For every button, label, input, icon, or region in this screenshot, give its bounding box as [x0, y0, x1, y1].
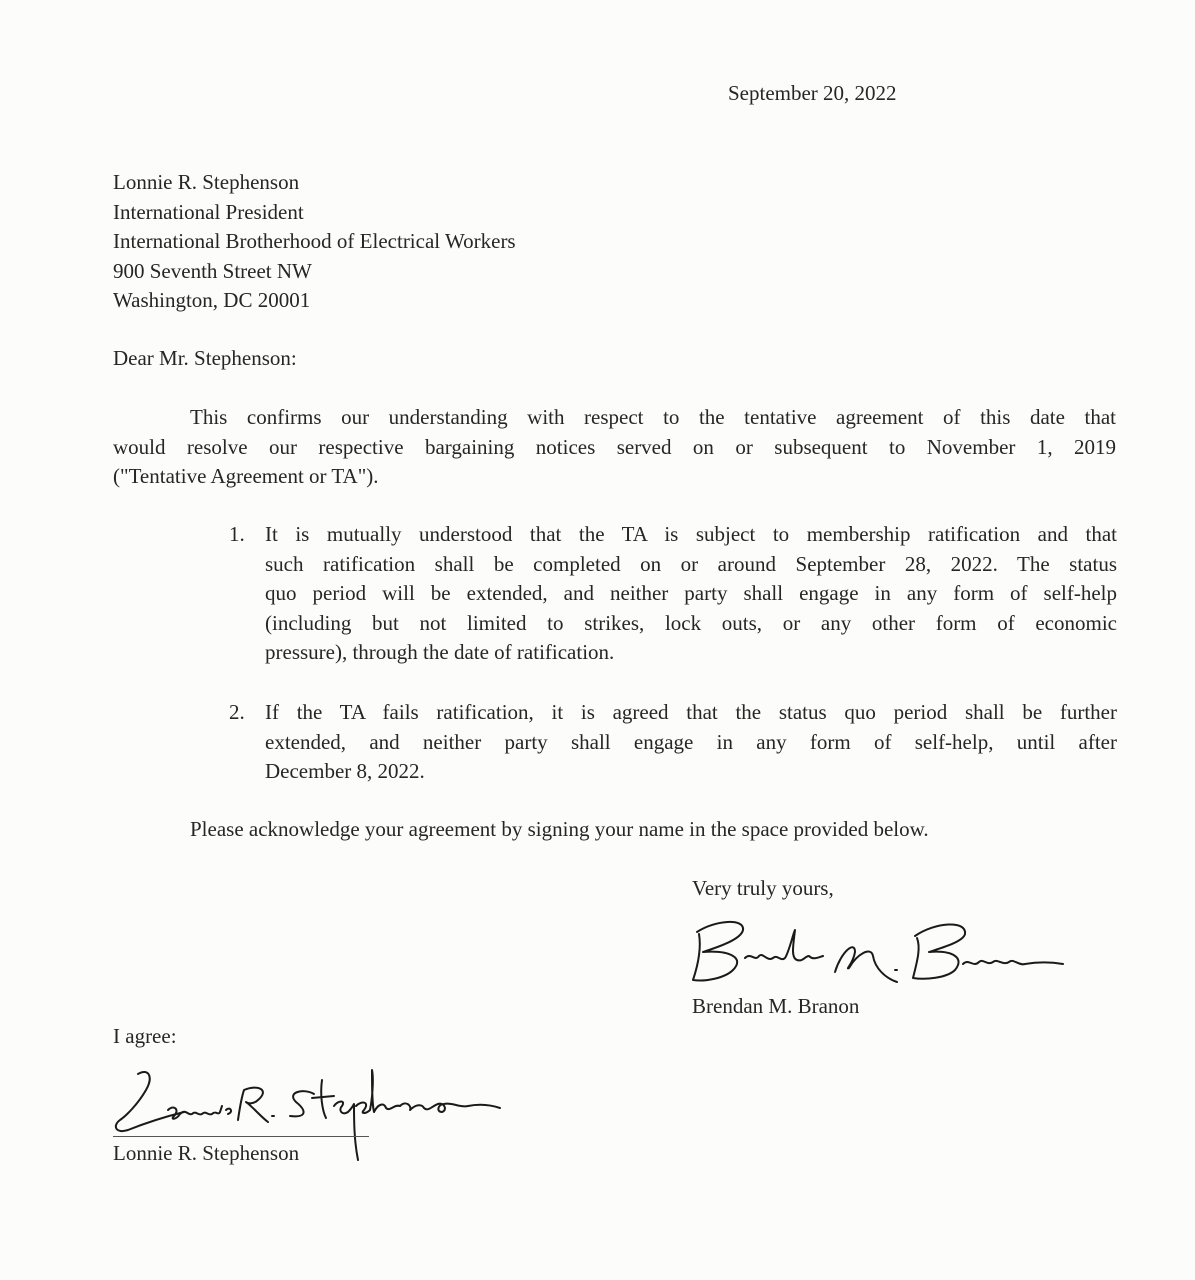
letter-date: September 20, 2022 [728, 81, 897, 105]
list-item-line: It is mutually understood that the TA is subject to membership ratification and that [265, 522, 1117, 546]
agree-label: I agree: [113, 1024, 177, 1048]
signature-stroke [312, 1080, 334, 1118]
recipient-title-line: International President [113, 199, 304, 224]
salutation: Dear Mr. Stephenson: [113, 346, 297, 370]
list-item-line: December 8, 2022. [265, 759, 425, 783]
list-item-number: 1. [229, 522, 245, 546]
recipient-address [113, 168, 516, 316]
signature-stroke [745, 930, 823, 960]
sender-signature [685, 912, 1075, 992]
list-item-line: pressure), through the date of ratification. [265, 640, 615, 664]
list-item-line: extended, and neither party shall engage in any form of self-help, until after [265, 729, 1117, 754]
list-item-line: If the TA fails ratification, it is agreed that the status quo period shall be further [265, 700, 1117, 724]
sender-name: Brendan M. Branon [692, 994, 860, 1018]
signature-stroke [400, 1103, 500, 1112]
list-item-number: 2. [229, 700, 245, 724]
acknowledgement-request: Please acknowledge your agreement by signing your name in the space provided below. [190, 817, 929, 841]
signature-stroke [238, 1088, 268, 1122]
recipient-printed-name: Lonnie R. Stephenson [113, 1141, 300, 1165]
list-item-1 [229, 520, 1117, 668]
list-item-line: quo period will be extended, and neither party shall engage in any form of self-help [265, 581, 1117, 605]
intro-line: This confirms our understanding with respect to the tentative agreement of this date that [190, 405, 1116, 429]
list-item-line: such ratification shall be completed on or around September 28, 2022. The status [265, 551, 1117, 576]
recipient-name-line: Lonnie R. Stephenson [113, 170, 300, 194]
recipient-street-line: 900 Seventh Street NW [113, 258, 312, 283]
signature-stroke [334, 1102, 358, 1161]
intro-paragraph [113, 403, 1116, 492]
signature-stroke [168, 1106, 231, 1119]
list-item-line: (including but not limited to strikes, lock outs, or any other form of economic [265, 610, 1117, 635]
signature-stroke [693, 922, 743, 981]
signature-stroke [290, 1091, 314, 1116]
recipient-city-line: Washington, DC 20001 [113, 288, 311, 312]
signature-stroke [116, 1072, 184, 1131]
signature-line [113, 1136, 369, 1137]
signature-stroke [913, 924, 965, 978]
signature-stroke [963, 961, 1063, 964]
list-item-2 [229, 698, 1117, 787]
closing: Very truly yours, [692, 876, 834, 900]
signature-stroke [356, 1070, 400, 1113]
recipient-organization-line: International Brotherhood of Electrical Workers [113, 229, 516, 253]
intro-line: ("Tentative Agreement or TA"). [113, 464, 379, 488]
intro-line: would resolve our respective bargaining notices served on or subsequent to November 1, 2019 [113, 434, 1116, 459]
signature-stroke [835, 947, 897, 982]
